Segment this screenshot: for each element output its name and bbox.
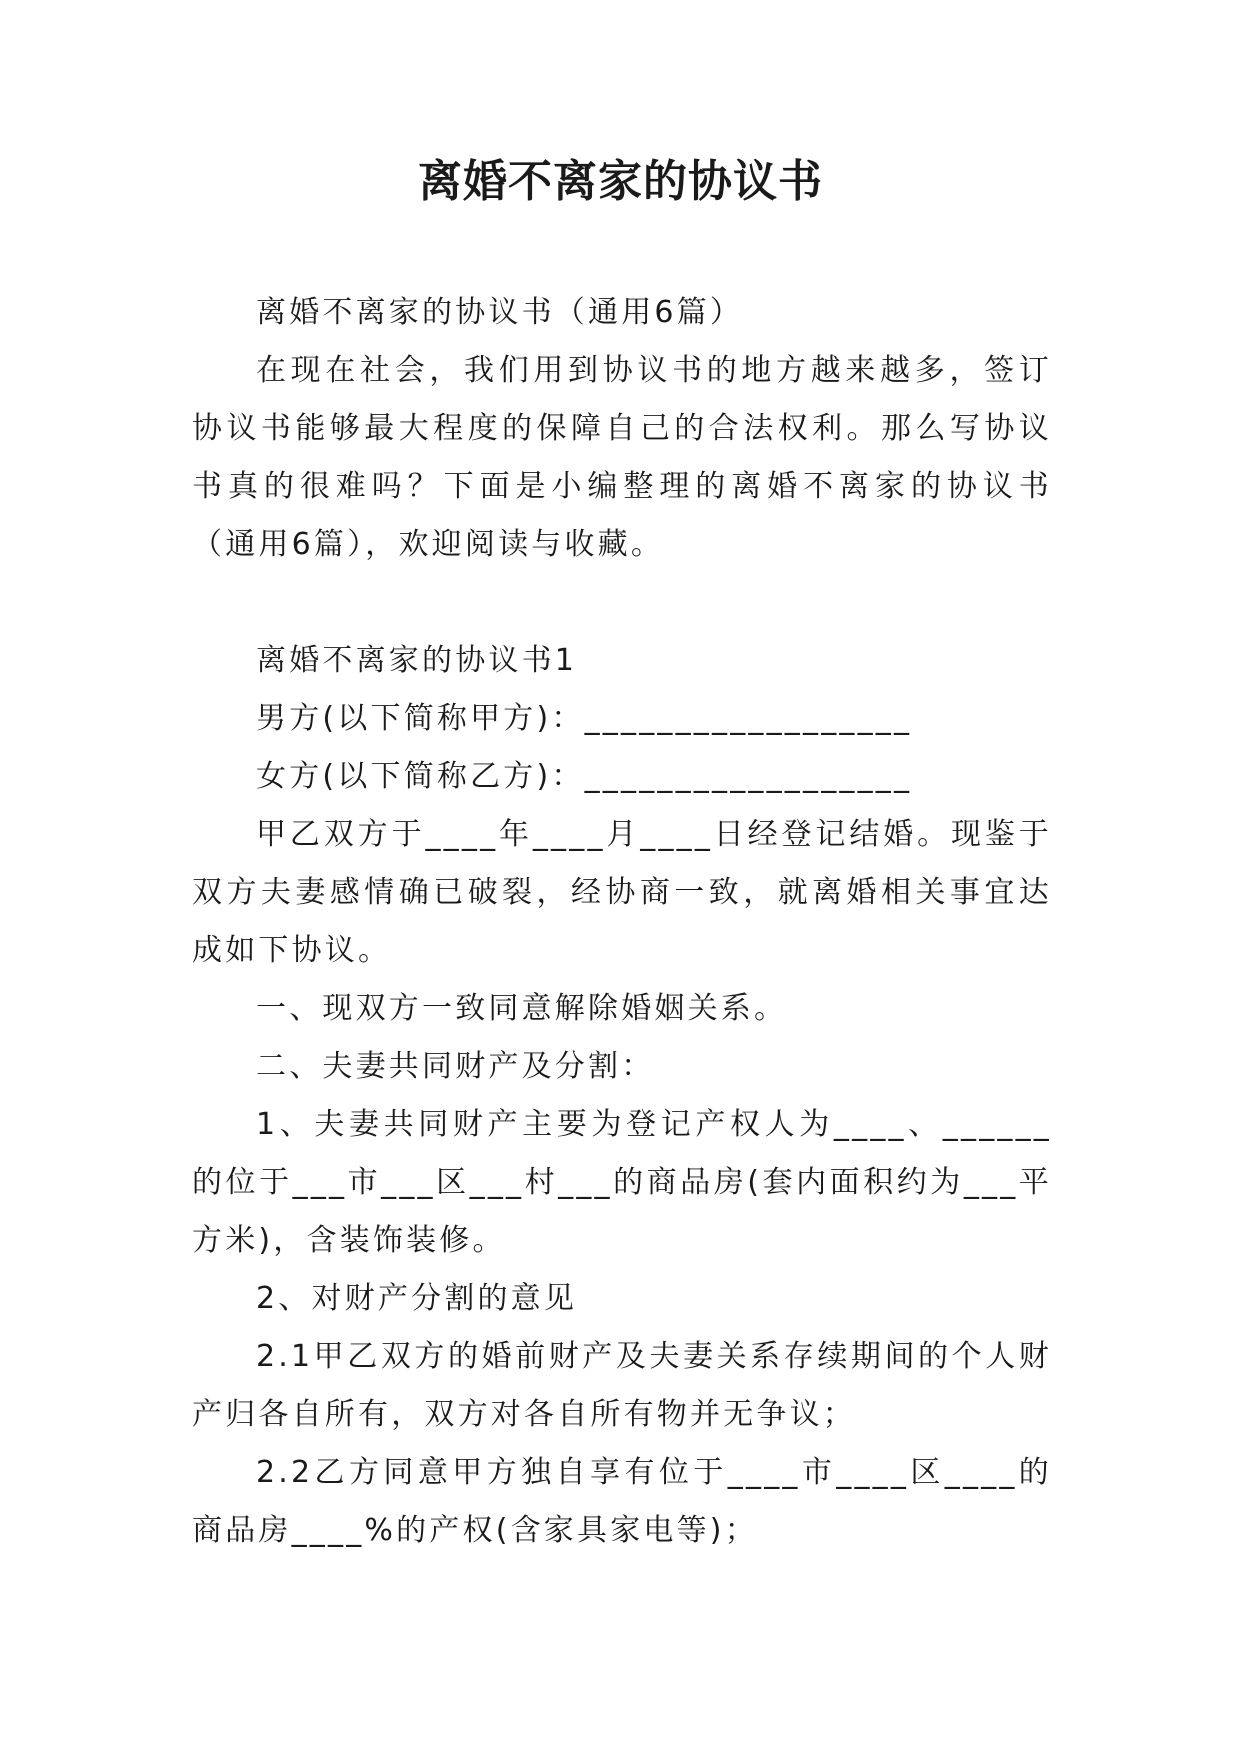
male-party-line: 男方(以下简称甲方)：__________________ xyxy=(256,701,913,736)
female-party-line: 女方(以下简称乙方)：__________________ xyxy=(256,759,913,794)
clause-2-2: 2.2乙方同意甲方独自享有位于____市____区____的商品房____%的产权(含家具家电等)； xyxy=(192,1455,1052,1548)
section-heading: 离婚不离家的协议书1 xyxy=(256,643,578,678)
clause-2-item-2: 2、对财产分割的意见 xyxy=(256,1281,578,1316)
clause-2: 二、夫妻共同财产及分割： xyxy=(256,1049,655,1084)
intro-paragraph: 在现在社会，我们用到协议书的地方越来越多，签订协议书能够最大程度的保障自己的合法权利。那么写协议书真的很难吗？下面是小编整理的离婚不离家的协议书（通用6篇），欢迎阅读与收藏。 xyxy=(192,353,1052,562)
blank-line xyxy=(192,574,1052,632)
clause-1: 一、现双方一致同意解除婚姻关系。 xyxy=(256,991,788,1026)
clause-2-item-1: 1、夫妻共同财产主要为登记产权人为____、______的位于___市___区___村___的商品房(套内面积约为___平方米)，含装饰装修。 xyxy=(192,1107,1052,1258)
document-body xyxy=(192,284,1052,1560)
subtitle-paragraph: 离婚不离家的协议书（通用6篇） xyxy=(256,295,744,330)
marriage-registration-paragraph: 甲乙双方于____年____月____日经登记结婚。现鉴于双方夫妻感情确已破裂，经协商一致，就离婚相关事宜达成如下协议。 xyxy=(192,817,1052,968)
clause-2-1: 2.1甲乙双方的婚前财产及夫妻关系存续期间的个人财产归各自所有，双方对各自所有物并无争议； xyxy=(192,1339,1052,1432)
document-title: 离婚不离家的协议书 xyxy=(418,156,823,207)
